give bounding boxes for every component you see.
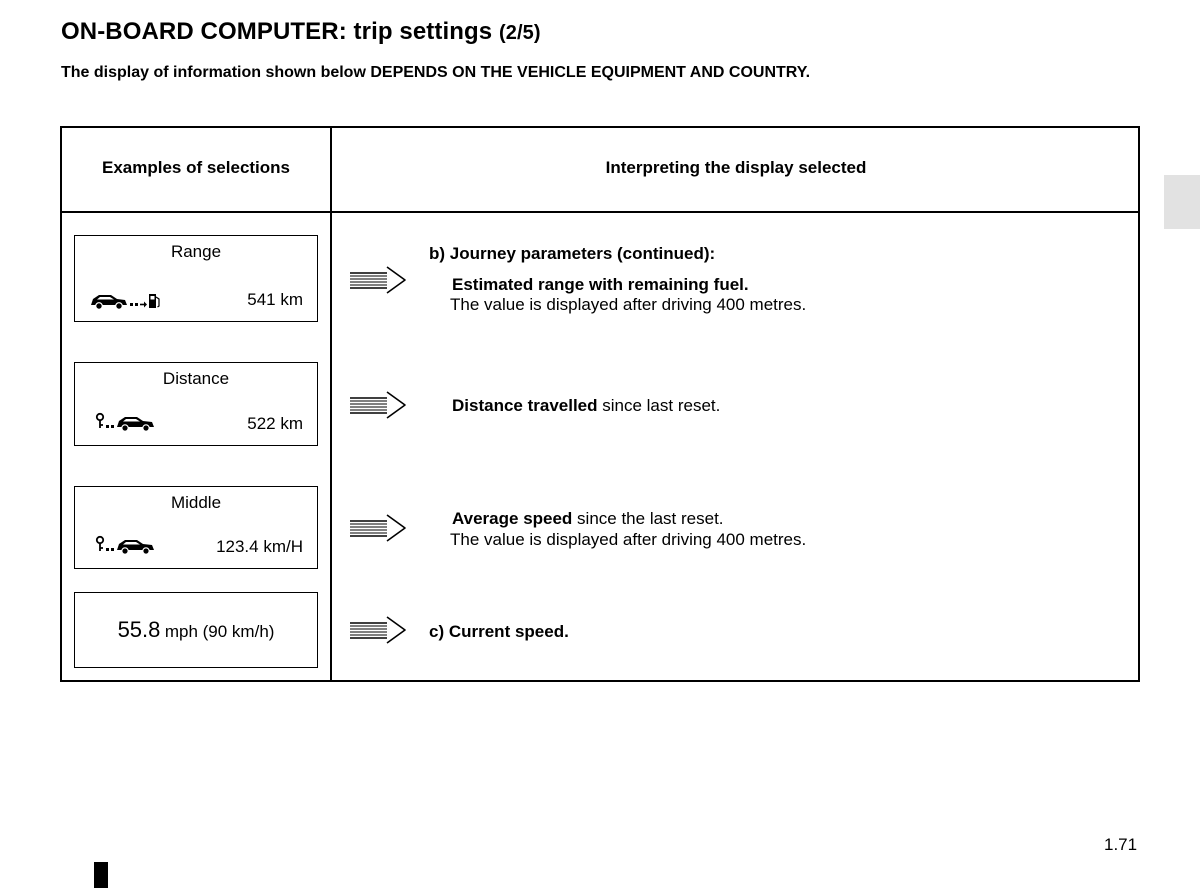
- reset-point-to-car-icon: [95, 411, 159, 438]
- display-label: Range: [170, 242, 222, 261]
- section-tab-marker: [1164, 175, 1200, 229]
- distance-description-bold: Distance travelled: [452, 396, 598, 415]
- crop-mark: [94, 862, 108, 888]
- arrow-right-icon: [349, 513, 407, 543]
- display-label: Middle: [170, 493, 222, 512]
- average-speed-description-line2: The value is displayed after driving 400 metres.: [450, 530, 807, 549]
- arrow-right-icon: [349, 615, 407, 645]
- column-header-interpretation: Interpreting the display selected: [605, 158, 867, 177]
- current-speed-heading: c) Current speed.: [429, 622, 569, 641]
- speed-main-value: 55.8: [117, 617, 161, 642]
- title-suffix: (2/5): [498, 22, 541, 44]
- title-text: ON-BOARD COMPUTER: trip settings: [61, 18, 493, 45]
- distance-description-rest: since last reset.: [597, 396, 721, 415]
- display-value: 541 km: [247, 290, 303, 309]
- journey-parameters-heading: b) Journey parameters (continued):: [429, 244, 716, 263]
- average-speed-description: [452, 508, 724, 529]
- display-average-speed: [74, 486, 318, 569]
- display-value: 522 km: [247, 414, 303, 433]
- reset-point-to-car-icon: [95, 534, 159, 561]
- speed-unit: mph (90 km/h): [164, 622, 275, 641]
- arrow-right-icon: [349, 265, 407, 295]
- column-header-examples: Examples of selections: [101, 158, 291, 177]
- display-current-speed: [74, 592, 318, 668]
- car-to-fuel-pump-icon: [89, 288, 161, 317]
- distance-description: [452, 395, 720, 416]
- range-description: [452, 274, 749, 295]
- display-value: 123.4 km/H: [216, 537, 303, 556]
- display-label: Distance: [162, 369, 230, 388]
- page-subtitle: The display of information shown below DEPENDS ON THE VEHICLE EQUIPMENT AND COUNTRY.: [61, 64, 811, 81]
- range-description-bold: Estimated range with remaining fuel.: [452, 275, 749, 294]
- display-distance: [74, 362, 318, 446]
- average-speed-description-rest: since the last reset.: [572, 509, 724, 528]
- page-title: [61, 18, 541, 46]
- display-range: [74, 235, 318, 322]
- average-speed-description-bold: Average speed: [452, 509, 573, 528]
- header-divider: [62, 211, 1138, 213]
- page-number: 1.71: [1104, 835, 1138, 854]
- arrow-right-icon: [349, 390, 407, 420]
- trip-settings-table: [60, 126, 1140, 682]
- speed-readout: [75, 617, 317, 643]
- range-description-line2: The value is displayed after driving 400 metres.: [450, 295, 807, 314]
